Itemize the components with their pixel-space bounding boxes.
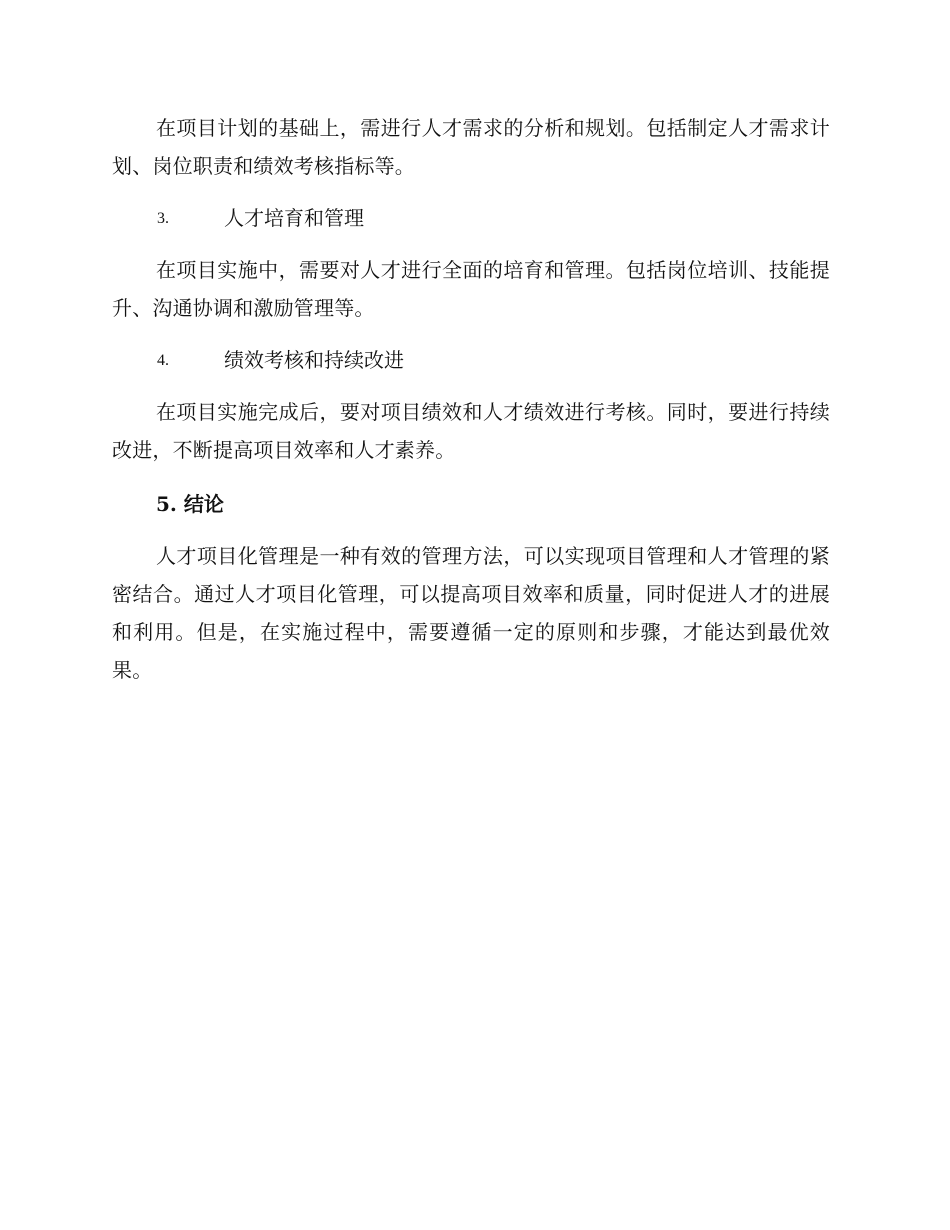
paragraph-performance-review: 在项目实施完成后，要对项目绩效和人才绩效进行考核。同时，要进行持续改进，不断提高项目效率和人才素养。 bbox=[112, 400, 830, 462]
list-number: 4. bbox=[157, 352, 169, 369]
list-label: 绩效考核和持续改进 bbox=[224, 348, 404, 372]
section-heading-conclusion: 5. 结论 bbox=[156, 492, 224, 516]
list-number: 3. bbox=[157, 210, 169, 227]
paragraph-conclusion: 人才项目化管理是一种有效的管理方法，可以实现项目管理和人才管理的紧密结合。通过人才项目化管理，可以提高项目效率和质量，同时促进人才的进展和利用。但是，在实施过程中，需要遵循一定的原则和步骤，才能达到最优效果。 bbox=[112, 544, 830, 682]
list-item-performance-review bbox=[112, 341, 830, 379]
list-label: 人才培育和管理 bbox=[224, 206, 364, 230]
document-body bbox=[112, 109, 830, 689]
paragraph-talent-cultivation: 在项目实施中，需要对人才进行全面的培育和管理。包括岗位培训、技能提升、沟通协调和激励管理等。 bbox=[112, 258, 830, 320]
paragraph-talent-planning: 在项目计划的基础上，需进行人才需求的分析和规划。包括制定人才需求计划、岗位职责和绩效考核指标等。 bbox=[112, 116, 830, 178]
list-item-talent-cultivation bbox=[112, 199, 830, 237]
